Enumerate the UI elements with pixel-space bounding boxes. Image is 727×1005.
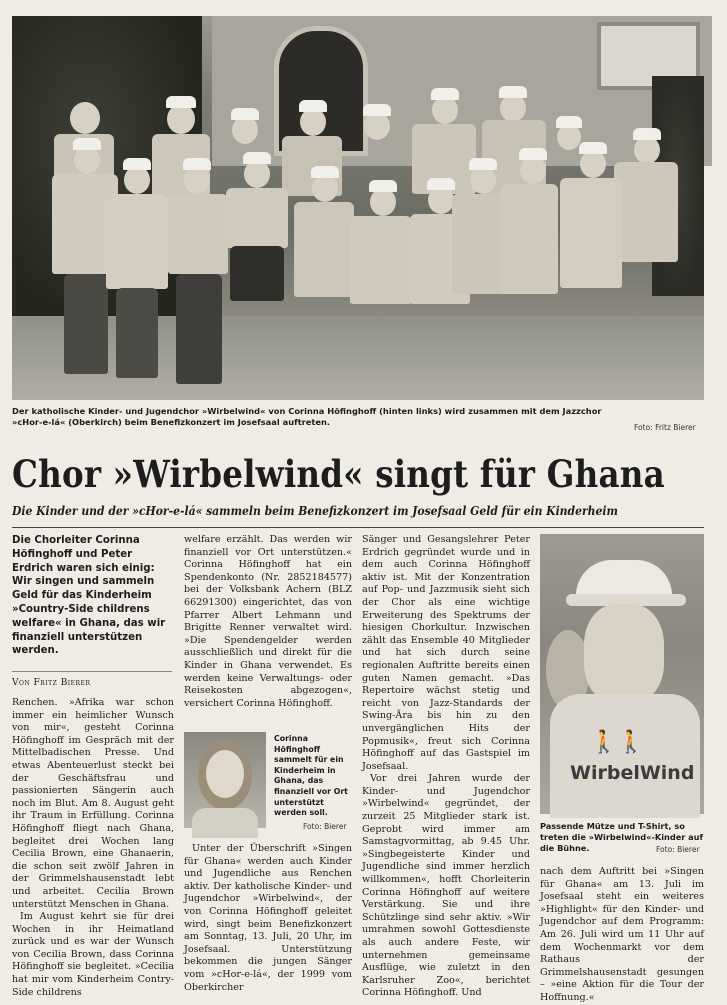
col3-paragraph-1: Sänger und Gesangslehrer Peter Erdrich gegründet wurde und in dem auch Corinna Höfinghoff aktiv ist. Mit der Konzentration auf Pop- und Jazzmusik sieht sich der Chor als eine wichtige Erweiterung des Spektrums der hiesigen Chorkultur. Inzwischen zählt das Ensemble 40 Mitglieder und hat sich durch seine regionalen Auftritte bereits einen guten Namen gemacht. »Das Repertoire wächst stetig und reicht von Jazz-Standards der Swing-Ära bis hin zu den unvergänglichen Hits der Popmusik«, freut sich Corinna Höfinghoff auf das Gastspiel im Josefsaal. <box>362 534 530 772</box>
article-subheadline: Die Kinder und der »cHor-e-lá« sammeln beim Benefizkonzert im Josefsaal Geld für ein Kinderheim <box>12 504 618 518</box>
column-2-top <box>184 534 352 726</box>
column-1 <box>12 697 174 997</box>
group-photo-caption: Der katholische Kinder- und Jugendchor »Wirbelwind« von Corinna Höfinghoff (hinten links) wird zusammen mit dem Jazzchor »cHor-e-lá« (Oberkirch) beim Benefizkonzert im Josefsaal auftreten. <box>12 406 602 427</box>
wirbelwind-child-photo <box>540 534 704 814</box>
portrait-photo <box>184 732 266 828</box>
portrait-credit: Foto: Bierer <box>303 822 347 831</box>
article-headline: Chor »Wirbelwind« singt für Ghana <box>12 452 665 496</box>
shirt-logo-text: WirbelWind <box>570 762 695 784</box>
col2-paragraph-1: welfare erzählt. Das werden wir finanziell vor Ort unterstützen.« Corinna Höfinghoff hat ein Spendenkonto (Nr. 2852184577) bei der Volksbank Achern (BLZ 66291300) eingerichtet, das von Pfarrer Albert Lehmann und Brigitte Renner verwaltet wird. »Die Spendengelder werden ausschließlich und direkt für die Kinder in Ghana verwendet. Es werden keine Verwaltungs- oder Reisekosten abgezogen«, versichert Corinna Höfinghoff. <box>184 534 352 709</box>
side-photo-credit: Foto: Bierer <box>656 845 700 854</box>
col3-paragraph-2: Vor drei Jahren wurde der Kinder- und Jugendchor »Wirbelwind« gegründet, der zurzeit 25 Mitglieder stark ist. Geprobt wird immer am Samstagvormittag, ab 9.45 Uhr. »Singbegeisterte Kinder und Jugendliche sind immer herzlich willkommen«, hofft Chorleiterin Corinna Höfinghoff auf weitere Verstärkung. Sie und ihre Schützlinge sind sehr aktiv. »Wir umrahmen sowohl Gottesdienste als auch andere Feste, wir unternehmen gemeinsame Ausflüge, wie zuletzt in den Karlsruher Zoo«, berichtet Corinna Höfinghoff. Und <box>362 773 530 999</box>
group-photo-credit: Foto: Fritz Bierer <box>634 423 696 432</box>
column-3 <box>362 534 530 997</box>
byline-rule-top <box>12 671 172 672</box>
portrait-caption: Corinna Höfinghoff sammelt für ein Kinderheim in Ghana, das finanziell vor Ort unterstützt werden soll. <box>274 734 348 818</box>
col4-paragraph-1: nach dem Auftritt bei »Singen für Ghana« am 13. Juli im Josefsaal steht ein weiteres »Highlight« für den Kinder- und Jugendchor auf dem Programm: Am 26. Juli wird um 11 Uhr auf dem Wochenmarkt vor dem Rathaus der Grimmelshausenstadt gesungen – »eine Aktion für die Tour der Hoffnung.« <box>540 866 704 1003</box>
col1-paragraph-1: Renchen. »Afrika war schon immer ein heimlicher Wunsch von mir«, gesteht Corinna Höfinghoff im Gespräch mit der Mittelbadischen Presse. Und etwas Abenteuerlust steckt bei der Geschäftsfrau und passionierten Sängerin auch noch im Blut. Am 8. August geht ihr Traum in Erfüllung. Corinna Höfinghoff fliegt nach Ghana, begleitet drei Wochen lang Cecilia Brown, eine Ghanaerin, die schon seit zwölf Jahren in der Grimmelshausenstadt lebt und arbeitet. Cecilia Brown unterstützt Menschen in Ghana. <box>12 697 174 910</box>
column-4 <box>540 866 704 1003</box>
headline-rule <box>12 527 704 528</box>
column-2-bottom <box>184 843 352 997</box>
col1-paragraph-2: Im August kehrt sie für drei Wochen in ihr Heimatland zurück und es war der Wunsch von Cecilia Brown, dass Corinna Höfinghoff sie begleitet. »Cecilia hat mir vom Kinderheim Contry-Side childrens <box>12 911 174 998</box>
side-photo-caption: Passende Mütze und T-Shirt, so treten die »Wirbelwind«-Kinder auf die Bühne. <box>540 821 704 853</box>
article-lead: Die Chorleiter Corinna Höfinghoff und Peter Erdrich waren sich einig: Wir singen und sammeln Geld für das Kinderheim »Country-Side childrens welfare« in Ghana, das wir finanziell unterstützen werden. <box>12 535 166 657</box>
shirt-figure-icons: 🚶🚶 <box>590 730 645 755</box>
group-photo <box>12 16 704 400</box>
col2-paragraph-2: Unter der Überschrift »Singen für Ghana« werden auch Kinder und Jugendliche aus Renchen aktiv. Der katholische Kinder- und Jugendchor »Wirbelwind«, der von Corinna Höfinghoff geleitet wird, singt beim Benefizkonzert am Sonntag, 13. Juli, 20 Uhr, im Josefsaal. Unterstützung bekommen die jungen Sänger vom »cHor-e-lá«, der 1999 vom Oberkircher <box>184 843 352 993</box>
article-byline: Von Fritz Bierer <box>12 678 91 688</box>
